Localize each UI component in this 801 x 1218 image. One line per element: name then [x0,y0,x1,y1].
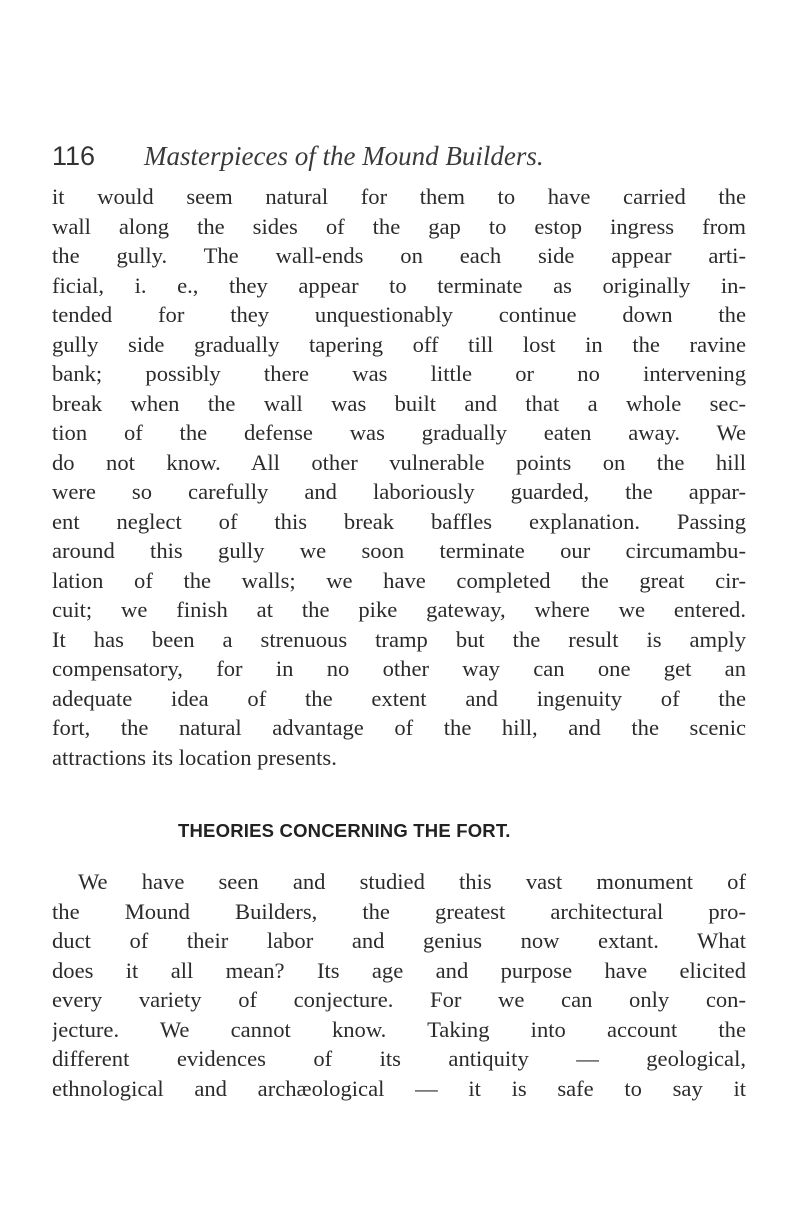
text-line: does it all mean? Its age and purpose have elicited [52,957,746,983]
text-line: jecture. We cannot know. Taking into account the [52,1016,746,1042]
text-line: tended for they unquestionably continue down the [52,302,746,327]
text-line: do not know. All other vulnerable points on the hill [52,449,746,475]
running-head [52,136,752,176]
text-line: duct of their labor and genius now extant. What [52,928,746,953]
text-line: break when the wall was built and that a whole sec- [52,390,746,416]
text-line: ent neglect of this break baffles explanation. Passing [52,508,746,534]
text-line: around this gully we soon terminate our circumambu- [52,538,746,563]
section-heading: THEORIES CONCERNING THE FORT. [178,820,511,841]
text-line: We have seen and studied this vast monument of [78,869,746,894]
text-line: cuit; we finish at the pike gateway, where we entered. [52,597,746,622]
paragraph-wall-circuit [52,182,746,772]
text-line: fort, the natural advantage of the hill, and the scenic [52,715,746,740]
text-line: ethnological and archæological — it is safe to say it [52,1075,746,1101]
text-line: wall along the sides of the gap to estop ingress from [52,213,746,239]
paragraph-theories [52,867,746,1103]
text-line: gully side gradually tapering off till lost in the ravine [52,331,746,357]
text-line: the gully. The wall-ends on each side appear arti- [52,243,746,268]
text-line: were so carefully and laboriously guarded, the appar- [52,479,746,504]
text-line: compensatory, for in no other way can one get an [52,656,746,681]
text-line: adequate idea of the extent and ingenuity of the [52,685,746,711]
text-line: the Mound Builders, the greatest architectural pro- [52,898,746,924]
text-line: ficial, i. e., they appear to terminate as originally in- [52,272,746,298]
text-line: attractions its location presents. [52,744,337,770]
book-title: Masterpieces of the Mound Builders. [144,141,544,171]
text-line: lation of the walls; we have completed the great cir- [52,567,746,593]
page-number: 116 [52,141,96,171]
text-line: tion of the defense was gradually eaten away. We [52,420,746,445]
text-line: it would seem natural for them to have carried the [52,184,746,209]
text-line: It has been a strenuous tramp but the result is amply [52,626,746,652]
text-line: bank; possibly there was little or no intervening [52,361,746,386]
text-line: every variety of conjecture. For we can only con- [52,987,746,1012]
text-line: different evidences of its antiquity — geological, [52,1046,746,1071]
